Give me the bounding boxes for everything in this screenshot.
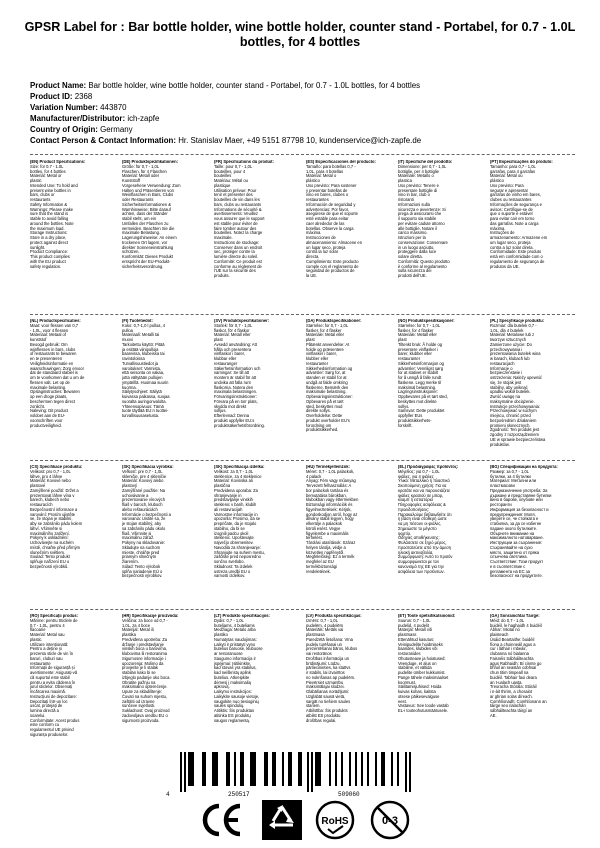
- barcode-bar: [361, 752, 363, 786]
- separator-line: [30, 154, 575, 155]
- barcode-bar: [397, 752, 399, 786]
- spec-heading: (ET) Toote spetsifikatsioonid:: [398, 614, 456, 618]
- spec-section-de: [122, 160, 207, 312]
- svg-text:0-3: 0-3: [382, 815, 398, 827]
- ce-mark-icon: [200, 800, 244, 840]
- barcode-bar: [311, 752, 313, 792]
- spec-heading: (NL) Productspecificaties:: [30, 319, 81, 323]
- spec-heading: (RO) Specificații produs:: [30, 614, 78, 618]
- spec-body: Méret: 0,7 - 1,0L palackok, 4 palack Anyag: Fém vagy műanyag Tervezett felhasználás: A bor palackok tartása és bemutatása bárokban, klubokban vagy éttermekben Biztonsági információk és figyelmeztetések: Kérjük, gondoskodjon arról, hogy az állvány stabil legyen, hogy elkerülje a palackok körüli esést. Vegye figyelembe a maximális terhelést. Tárolási utasítások: Száraz helyen tárolja, védje a közvetlen napfénytől. Megfelelőség: Ez a termék megfelel az EU termékbiztonsági rendeletének.: [306, 468, 359, 574]
- spec-section-no: [398, 319, 483, 459]
- spec-heading: (DA) Produktspecifikationer:: [306, 319, 362, 323]
- manufacturer-value: ich-zapfe: [127, 113, 160, 123]
- spec-section-nl: [30, 319, 115, 459]
- barcode-bar: [212, 752, 218, 786]
- barcode-bar: [381, 752, 385, 786]
- spec-heading: (SK) Špecifikácia výrobku:: [122, 465, 174, 469]
- product-info: [30, 81, 575, 146]
- barcode-bar: [307, 752, 309, 792]
- contact-value: Hr. Stanislav Maer, +49 5151 87798 10, kundenservice@ich-zapfe.de: [178, 135, 422, 145]
- spec-section-hr: [122, 614, 207, 744]
- spec-body: Velikost: za 0,7 - 1,0L steklenice, za 4 steklenice Material: Kovinska ali plastična Predvidena uporaba: Za shranjevanje in predstavljanje vinskih steklenic v barih, klubih ali restavracijah Varnostne informacije in opozorila: Prosimo, da se prepričate, da je stojalo stabilno, da bi se izognili padcu okoli steklenic. Upoštevajte največjo obremenitev. Navodila za shranjevanje: Shranjujte na suhem mestu, zaščitite pred neposredno sončno svetlobo. Skladnost: Ta izdelek ustreza uredbi EU o varnosti izdelkov.: [214, 468, 265, 579]
- barcode-bar: [335, 752, 337, 786]
- spec-heading: (EL) Προδιαγραφές προϊόντος:: [398, 465, 459, 469]
- contact-label: Contact Person & Contact Information:: [30, 135, 176, 145]
- svg-text:RoHS: RoHS: [321, 816, 349, 827]
- spec-section-sl: [214, 465, 299, 608]
- spec-heading: (IT) Specifiche del prodotto:: [398, 160, 453, 164]
- spec-body: Rozmiar: dla butelek 0,7 - 1,0L, dla 4 butelek Materiał: Metalowe lub z tworzyw sztucznych Zamierzone użycie: Do przechowywania i prezentowania butelek wina w barach, klubach lub restauracjach Informacje o bezpieczeństwie i ostrzeżenia: Należy upewnić się, że stojak jest stabilny, aby uniknąć upadku wokół butelek. Zwróć uwagę na maksymalne obciążenie. Instrukcje przechowywania: Przechowywać w suchym miejscu, chronić przed bezpośrednim działaniem promieni słonecznych. Zgodność: Ten produkt jest zgodny z rozporządzeniem UE w sprawie bezpieczeństwa produktów.: [490, 322, 546, 447]
- spec-body: Größe: für 0,7 - 1,0L Flaschen, für 4 Flaschen Material: Metall oder Kunststoff Vorgesehene Verwendung: Zum Halten und Präsentieren von Weinflaschen in Bars, Clubs oder Restaurants Sicherheitsinformationen & Warnhinweise: Bitte darauf achten, dass der Ständer stabil steht, um ein Umfallen der Flaschen zu vermeiden. Beachten Sie die maximale Belastung. Lagerungshinweise: An einem trockenen Ort lagern, vor direkter Sonneneinstrahlung schützen. Konformität: Dieses Produkt entspricht der EU-Produkt- sicherheitsverordnung.: [122, 163, 181, 269]
- spec-body: Veľkosť: pre 0,7 - 1,0L skleničie, pre 4 skleničie Materiál: Kovový alebo plastový Zamýšľané použitie: Na uchovávanie a prezentovanie vínových fliaš v baroch, kluboch alebo reštauráciách Informácie o bezpečnosti a varovania: Uistite sa, že je stojan stabilný, aby sa zabránilo pádu okolo fliaš. Všimnite si maximálnu záťaž. Pokyny na skladovanie: Skladujte na suchom mieste, chráňte pred priamym slnečným žiarením. Súlad: Tento výrobok spĺňa nariadenie EÚ o bezpečnosti výrobkov.: [122, 468, 171, 579]
- barcode-bar: [298, 752, 302, 786]
- spec-body: Velikost: pro 0,7 - 1,0L láhve, pro 4 láhve Materiál: Kovové nebo plastové Zamýšlené použití: Držet a prezentovat láhve vína v barech, klubech nebo restauracích Bezpečnostní informace a varování: Prosím ujistěte se, že stojan je stabilní, aby se zabránilo pádu kolem láhví. Všimněte si maximálního zatížení. Pokyny k uskladnění: Uchovávejte na suchém místě, chraňte před přímým slunečním světlem. Soulad: Tento produkt splňuje nařízení EU o bezpečnosti výrobků.: [30, 468, 83, 569]
- country-of-origin-label: Country of Origin:: [30, 124, 98, 134]
- variation-number-row: [30, 103, 575, 114]
- product-id-label: Product ID:: [30, 91, 73, 101]
- country-of-origin-value: Germany: [100, 124, 133, 134]
- variation-number-value: 443870: [100, 102, 127, 112]
- spec-heading: (DE) Produktspezifikationen:: [122, 160, 178, 164]
- variation-number-label: Variation Number:: [30, 102, 98, 112]
- barcode-bar: [409, 752, 411, 792]
- spec-section-sv: [214, 319, 299, 459]
- separator-line: [30, 460, 575, 461]
- spec-heading: (HR) Specifikacije proizvoda:: [122, 614, 179, 618]
- product-id-value: 2368: [74, 91, 93, 101]
- product-name-value: Bar bottle holder, wine bottle holder, counter stand - Portabel, for 0.7 - 1.0L bottles, for 4 bottles: [88, 81, 421, 90]
- spec-section-lt: [214, 614, 299, 744]
- barcode-bar: [375, 752, 377, 786]
- spec-heading: (LT) Produkto specifikacijos:: [214, 614, 270, 618]
- barcode-bar: [282, 752, 284, 786]
- spec-section-es: [306, 160, 391, 312]
- spec-section-sk: [122, 465, 207, 608]
- spec-section-pl: [490, 319, 575, 459]
- spec-section-pt: [490, 160, 575, 312]
- manufacturer-label: Manufacturer/Distributor:: [30, 113, 126, 123]
- spec-heading: (LV) Produkta specifikācijas:: [306, 614, 362, 618]
- spec-row-3: [30, 465, 575, 608]
- barcode-right-group: 509060: [338, 791, 360, 798]
- age-restriction-0-3-icon: [370, 800, 410, 840]
- spec-body: Koko: 0,7-1,0 l pulloa, 4 pulloa Materiaali: Metalli tai muovi Tarkoitettu käyttö: Pitää ja esittää viinipulloja baareissa, klubeissa tai ravintoloissa Turvallisuustiedot ja varoitukset: Varmista, että seisonta on vakaa, jotta vältytään pullojen ympärillä. Huomaa suurin kuorma. Säilytysohjeet: Säilytä kuivassa paikassa, suojaa suoralta auringonvalolta. Yhteensopivuus: Tämä tuote täyttää EU:n tuottei- turvallisuusasetusta.: [122, 322, 170, 418]
- country-of-origin-row: [30, 125, 575, 136]
- spec-body: Размер: за 0,7 - 1,0L бутилки, за 4 бутилки Материал: Метални или пластмасови Предназначение употреба: За държане и представяне бутилки вино в барове, клубове или ресторанти Информация за безопасност и предупреждения: Моля, уверете се, че стойката е стабилна, за да се избегне падане около бутилките. Обърнете внимание на максималното натоварване. Инструкции за съхранение: Съхранявайте на сухо място, защитено от пряка слънчева светлина. Съответствие: Този продукт е в съответствие с регламента на ЕС за безопасност на продуктите.: [490, 468, 552, 579]
- spec-section-ro: [30, 614, 115, 744]
- spec-section-fi: [122, 319, 207, 459]
- spec-body: Mărime: pentru Sticlele de 0,7 - 1,0L, pentru 4 flacoane Material: Metal sau plastic Utilizare intenționată: Pentru a deține și prezenta sticle de vin în baruri, cluburi sau restaurante Informații de siguranță și avertismente: Asigurați-vă că suportul este stabil pentru a evita căderea în jurul sticlelor. Observați încărcarea maximă. Instrucțiuni de depozitare: Depozitați într-un loc uscat, protejați de lumina directă a soarelui. Conformitate: Acest produs este conform cu regulamentul UE privind siguranța produselor.: [30, 617, 80, 737]
- spec-body: Dydis: 0,7 - 1,0L buteliams, 4 buteliams Medžiaga: Metalo arba plastiko Numatytas naudojimas: Laikyti ir pristatyti vyno butelius baruose, klubuose ar restoranuose Saugumo informacija ir įspėjimai: Įsitikinkite, kad stovas yra stabilus, kad neiškristų aplink butelius. Atkreipkite dėmesį į maksimalią apkrovą. Laikymo instrukcijos: Laikykite sausoje vietoje, saugokite nuo tiesioginių saulės spindulių. Atitiktis: Šis produktas atitinka ES produktų saugos reglamentą.: [214, 617, 263, 723]
- spec-heading: (ES) Especificaciones del producto:: [306, 160, 376, 164]
- barcode-bar: [341, 752, 343, 786]
- spec-body: Maat: voor flessen van 0,7 - 1,0L, voor 4 flessen Materiaal: Metaal of kunststof Beoogd gebruik: Om wijnflessen in bars, clubs of restaurants te bewaren en te presenteren Veiligheidsinformatie en waarschuwingen: Zorg ervoor dat de standaard stabiel is om te voorkomen dat u om de flessen valt. Let op de maximale belasting. Opslaginstructies: Bewaren op een droge plaats, beschermen tegen direct zonlicht. Naleving: Dit product voldoet aan de EU- voorschriften voor productveiligheid.: [30, 322, 85, 428]
- spec-body: Dimensione: per 0,7 - 1,0L bottiglie, per 4 bottiglie Materiale: Metallo o plastica Uso previsto: Tenere e presentare bottiglie di vino in bar, club o ristoranti Informazioni sulla sicurezza e avvertenze: Si prega di assicurarsi che il supporto sia stabile per evitare cadute attorno alle bottiglie. Notare il carico massimo. Istruzioni per la conservazione: Conservare in un luogo asciutto, proteggere dalla luce solare diretta. Conformità: Questo prodotto è conforme al regolamento sulla sicurezza dei prodotti dell'UE.: [398, 163, 450, 278]
- barcode-bar: [226, 752, 230, 786]
- spec-section-hu: [306, 465, 391, 608]
- spec-section-et: [398, 614, 483, 744]
- barcode-bar: [355, 752, 357, 786]
- barcode-bar: [288, 752, 292, 786]
- barcode-bar: [349, 752, 351, 786]
- product-id-row: [30, 92, 575, 103]
- spec-body: Izmērs: 0,7 - 1,0L pudelēm, 4 pudelēm Materiāls: Metāls vai plastmasa Paredzētā lietošana: Vīna pudeļu turēšanai un prezentēšanai bāros, klubos vai restorānos Drošības informācija un brīdinājumi: Lūdzu, pārliecinieties, ka statīvs ir stabils, lai izvairītos no nokrišanas ap pudelēm. Pievērsiet uzmanību maksimālajai slodzei. Glabāšanas norādījumi: Uzglabāt sausā vietā, sargāt no tiešiem saules stariem. Atbilstība: Šis produkts atbilst ES produktu drošības regulai.: [306, 617, 358, 723]
- barcode-lead-digit: 4: [166, 791, 170, 798]
- barcode-bar: [405, 752, 407, 792]
- spec-section-fr: [214, 160, 299, 312]
- recycling-icon: [262, 800, 302, 840]
- spec-section-it: [398, 160, 483, 312]
- spec-heading: (GA) Sonraíochtaí Táirge:: [490, 614, 540, 618]
- spec-section-lv: [306, 614, 391, 744]
- barcode-left-group: 250517: [228, 791, 250, 798]
- spec-heading: (NO) Produktspesifikasjoner:: [398, 319, 455, 323]
- spec-section-da: [306, 319, 391, 459]
- barcode-bar: [329, 752, 331, 786]
- barcode-bar: [240, 752, 244, 786]
- spec-body: Størrelse: for 0,7 - 1,0L flasker, for 4 flasker Materiale: Metal eller plast Påtænkt anvendelse: At holde og præsentere vinflasker i barer, klubber eller restauranter Sikkerhedsinformation og advarsler: Sørg for, at standen er stabil for at undgå at falde omkring flaskerne. Bemærk den maksimale belastning. Opbevaringsinstruktioner: Opbevares på et tørt sted, beskyttes mod direkte sollys. Overholdelse: Dette produkt overholder EU's forordning om produktsikkerhed.: [306, 322, 353, 433]
- barcode-bar: [264, 752, 268, 786]
- barcode-bar: [180, 752, 182, 792]
- barcode-bar: [315, 752, 321, 786]
- spec-heading: (BG) Спецификации на продукта:: [490, 465, 558, 469]
- spec-heading: (CS) Specifikace produktu:: [30, 465, 83, 469]
- spec-body: Storlek: för 0,7 - 1,0L flaskor, för 4 flaskor Material: Metall eller plast Avsedd användning: Att hålla och presentera vinflaskor i barer, klubbar eller restauranger Säkerhetsinformation och varningar: Se till att montern är stabil för att undvika att falla runt flaskorna. Notera den maximala belastningen. Förvaringsinstruktioner: Förvara på en torr plats, skydda mot direkt solljus. Efterlevnad: Denna produkt uppfyller EU:s produktsäkerhetsförordning.: [214, 322, 265, 428]
- barcode-bar: [184, 752, 186, 792]
- contact-row: [30, 136, 575, 147]
- rohs-icon: [315, 800, 355, 840]
- spec-section-el: [398, 465, 483, 608]
- spec-heading: (EN) Product Specifications:: [30, 160, 86, 164]
- spec-body: Størrelse: for 0,7 - 1,0L flasker, for 4 flasker Materiale: Metall eller plast Tiltenkt bruk: Å holde og presentere vinflasker i barer, klubber eller restauranter Sikkerhetsinformasjon og advarsler: Vennligst sørg for at stativet er stabilt for å unngå å falle rundt flaskene. Legg merke til maksimal belastning. Lagringsinstruksjoner: Oppbevares på et tørt sted, beskyttes mot direkte sollys. Samsvar: Dette produktet oppfyller EUs produktsikkerhets- forskrift.: [398, 322, 448, 428]
- spec-body: Veličina: za boce od 0,7 - 1,0L, za 4 boce Materijal: Metal ili plastika Predviđena upotreba: Za držanje i predstavljanje vinskih boca u barovima, klubovima ili restoranima Sigurnosne informacije i upozorenja: Molimo da provjerite je li stalak stabilan kako bi se izbjeglo padanje oko boca. Obratite pažnju na maksimalno opterećenje. Upute za skladištenje: Čuvati na suhom mjestu, zaštititi od izravne sunčeve svjetlosti. Sukladnost: Ovaj proizvod zadovoljava uredbu EU o sigurnosti proizvoda.: [122, 617, 171, 723]
- spec-heading: (SV) Produktspecifikationer:: [214, 319, 270, 323]
- separator-line: [30, 314, 575, 315]
- spec-section-ga: [490, 614, 575, 744]
- spec-heading: (PT) Especificações do produto:: [490, 160, 553, 164]
- barcode-bar: [250, 752, 256, 786]
- document-title: GPSR Label for : Bar bottle holder, wine bottle holder, counter stand - Portabel, for 0.7 - 1.0L bottles, for 4 bottles: [24, 20, 576, 50]
- spec-row-4: [30, 614, 575, 744]
- product-name-label: Product Name:: [30, 81, 87, 90]
- manufacturer-row: [30, 114, 575, 125]
- compliance-icons: [170, 800, 430, 840]
- spec-section-cs: [30, 465, 115, 608]
- spec-section-bg: [490, 465, 575, 608]
- barcode-bar: [272, 752, 276, 786]
- barcode-bars: [176, 752, 424, 792]
- barcode-bar: [367, 752, 369, 786]
- spec-body: Méid: do 0,7 - 1,0L buidéil, le haghaidh 4 buidéil Ábhar: Miotal nó plaisteach Úsáid Beartaithe: buidéil fíona a choinneáil agus a cur i láthair i mbeáir, clubanna nó bialanna Faisnéis Sábháilteachta agus Rabhaidh: Bí cinnte go bhfuil an seastán cobhsaí chun titim timpeall na buidéil. Tabhair faoi deara an t-ualach uasta. Treoracha Stórála: Stóráil i n-áit thirim, a chosaint ar ghrian solas díreach. Comhlíonadh: Comhlíonann an táirge seo rialachán sábháilteachta táirgí an AE.: [490, 617, 547, 718]
- spec-body: Tamaño: para botellas 0,7 - 1,0L, para 4 botellas Material: Metal o plástico Uso previsto: Para sostener y presentar botellas de vino en bares, clubes o restaurantes Información de seguridad y advertencias: Por favor, asegúrese de que el soporte esté estable para evitar caer alrededor de las botellas. Observe la carga máxima. Instrucciones de almacenamiento: Almacene en un lugar seco, proteja contra la luz solar directa. Cumplimiento: Este producto cumple con el reglamento de seguridad de productos de la UE.: [306, 163, 362, 278]
- spec-body: Taille: pour 0,7 - 1,0L bouteilles, pour 4 bouteilles Matériau: Métal ou plastique Utilisation prévue: Pour tenir et présenter des bouteilles de vin dans les bars, clubs ou restaurants Informations de sécurité & avertissements: Veuillez vous assurer que le support est stable pour éviter de faire tomber autour des bouteilles. Notez la charge maximale. Instructions de stockage: Conserver dans un endroit sec, protéger contre la lumière directe du soleil. Conformité: Ce produit est conforme au règlement de l'UE sur la sécurité des produits.: [214, 163, 265, 278]
- spec-heading: (SK) Specifikacija izdelka:: [214, 465, 265, 469]
- barcode-bar: [202, 752, 206, 786]
- barcode-bar: [391, 752, 393, 786]
- spec-body: Μέγεθος: για 0,7 - 1,0L φιάλες, για 4 φιάλες Υλικό: Μεταλλικό ή πλαστικό Σκοπούμενη χρήση: Για να κρατάτε και να παρουσιάζετε φιάλες κρασιού σε μπαρ, κλαμπ ή εστιατόρια Πληροφορίες ασφάλειας & προειδοποιήσεις: Παρακαλούμε βεβαιωθείτε ότι η βάση είναι σταθερή ώστε να μη πέσουν οι φιάλες. Σημειώστε το μέγιστο φορτίο. Οδηγίες αποθήκευσης: Φυλάσσετε σε ξηρό μέρος, προστατεύετε από την άμεση ηλιακή ακτινοβολία. Συμμόρφωση: Αυτό το προϊόν συμμορφώνεται με τον κανονισμό της ΕΕ για την ασφάλεια των προϊόντων.: [398, 468, 453, 574]
- spec-heading: (HU) Termékjellemzők:: [306, 465, 350, 469]
- spec-heading: (FI) Tuotetiedot:: [122, 319, 153, 323]
- spec-body: Size: for 0.7 - 1.0L bottles, for 4 bottles Material: Metal or plastic Intended Use: To hold and present wine bottles in bars, clubs or restaurants Safety Information & Warnings: Please make sure that the stand is stable to avoid falling around the bottles. Note the maximum load. Storage Instructions: Store in a dry place, protect against direct sunlight. Product Compliance: This product complies with the EU product safety regulation.: [30, 163, 78, 269]
- spec-body: Suurus: 0,7 - 1,0L pudelid, 4 pudelit Materjal: Metall või plastmass Ettenähtud kasutus: Veinipudelite hoidmiseks baarides, klubides või restoranides Ohutusteave ja hoiatused: Veenduge, et alus on stabiilne, et vältida pudelite ümber kukkumist. Pange tähele maksimaalset koormust. Säilitamisjuhised: Hoida kuivas kohas, kaitsta otsese päikesevalguse eest. Vastavus: See toode vastab EL-i tooteohutusmäärusele.: [398, 617, 449, 713]
- spec-heading: (FR) Spécifications du produit:: [214, 160, 274, 164]
- spec-heading: (PL) Specyfikacje produktu:: [490, 319, 545, 323]
- product-name-row: [30, 81, 575, 92]
- separator-line: [30, 609, 575, 610]
- spec-body: Tamanho: para 0,7 - 1,0L garrafas, para 4 garrafas Material: Metal ou plástico Uso previsto: Para segurar e apresentar garrafas de vinho em bares, clubes ou restaurantes Informações de segurança e avisos: Certifique-se de que o suporte é estável para evitar cair em torno das garrafas. Note a carga máxima. Instruções de armazenamento: Armazene em um lugar seco, proteja contra a luz solar direta. Conformidade: Este produto está em conformidade com o regulamento de segurança de produtos da UE.: [490, 163, 548, 269]
- ean-barcode: [166, 752, 424, 798]
- spec-row-1: [30, 160, 575, 312]
- spec-row-2: [30, 319, 575, 459]
- barcode-bar: [234, 752, 236, 786]
- spec-section-en: [30, 160, 115, 312]
- barcode-bar: [188, 752, 194, 786]
